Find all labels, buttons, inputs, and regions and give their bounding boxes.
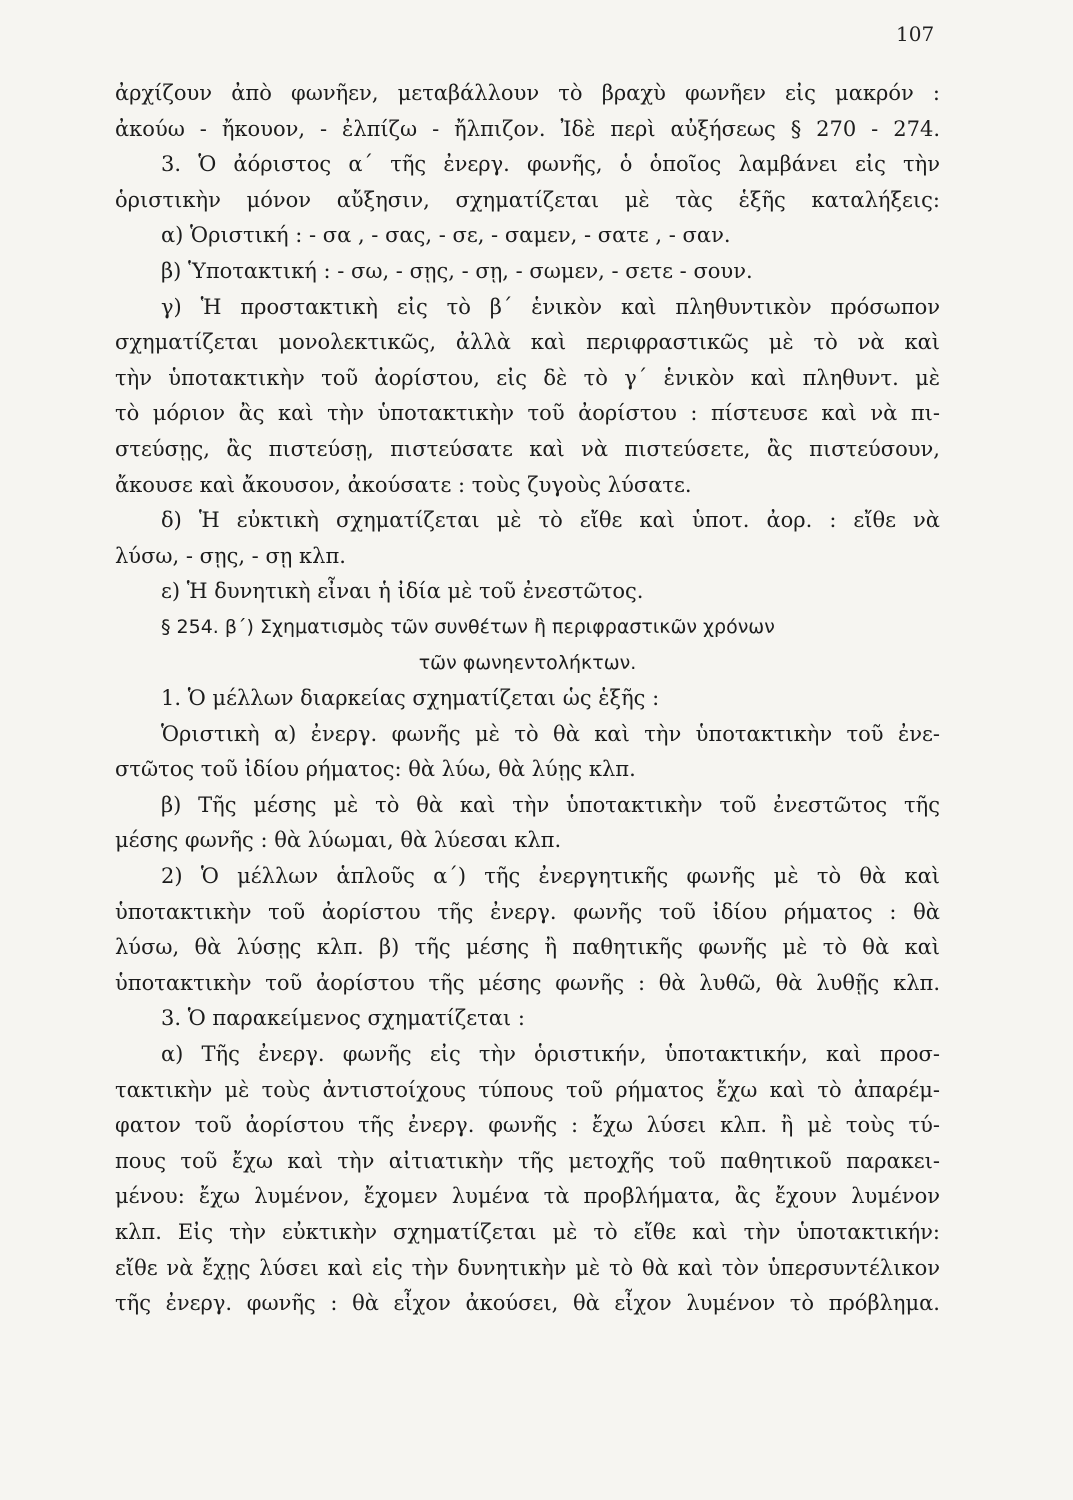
text-line: 2) Ὁ μέλλων ἁπλοῦς α΄) τῆς ἐνεργητικῆς φωνῆς μὲ τὸ θὰ καὶ: [161, 864, 940, 889]
text-line: α) Τῆς ἐνεργ. φωνῆς εἰς τὴν ὁριστικήν, ὑποτακτικήν, καὶ προσ-: [161, 1042, 940, 1067]
text-line: πους τοῦ ἔχω καὶ τὴν αἰτιατικὴν τῆς μετοχῆς τοῦ παθητικοῦ παρακει-: [115, 1148, 940, 1173]
text-line: τὸ μόριον ἂς καὶ τὴν ὑποτακτικὴν τοῦ ἀορίστου : πίστευσε καὶ νὰ πι-: [115, 401, 940, 426]
text-line: β) Ὑποτακτική : - σω, - σῃς, - σῃ, - σωμεν, - σετε - σουν.: [161, 258, 753, 283]
text-line: 1. Ὁ μέλλων διαρκείας σχηματίζεται ὡς ἑξῆς :: [161, 686, 660, 711]
text-line: τακτικὴν μὲ τοὺς ἀντιστοίχους τύπους τοῦ ρήματος ἔχω καὶ τὸ ἀπαρέμ-: [115, 1077, 940, 1102]
text-line: στεύσῃς, ἂς πιστεύσῃ, πιστεύσατε καὶ νὰ πιστεύσετε, ἂς πιστεύσουν,: [115, 436, 940, 461]
text-line: τὴν ὑποτακτικὴν τοῦ ἀορίστου, εἰς δὲ τὸ γ΄ ἑνικὸν καὶ πληθυντ. μὲ: [115, 365, 940, 390]
body-text: [115, 76, 940, 1322]
text-line: ὑποτακτικὴν τοῦ ἀορίστου τῆς μέσης φωνῆς : θὰ λυθῶ, θὰ λυθῇς κλπ.: [115, 970, 940, 995]
text-line: κλπ. Εἰς τὴν εὐκτικὴν σχηματίζεται μὲ τὸ εἴθε καὶ τὴν ὑποτακτικήν:: [115, 1220, 940, 1244]
text-line: Ὁριστικὴ α) ἐνεργ. φωνῆς μὲ τὸ θὰ καὶ τὴν ὑποτακτικὴν τοῦ ἐνε-: [161, 721, 940, 746]
text-line: ὁριστικὴν μόνον αὔξησιν, σχηματίζεται μὲ τὰς ἑξῆς καταλήξεις:: [115, 187, 940, 212]
text-line: ἀκούω - ἤκουον, - ἐλπίζω - ἤλπιζον. Ἰδὲ περὶ αὐξήσεως § 270 - 274.: [115, 116, 940, 141]
text-line: εἴθε νὰ ἔχῃς λύσει καὶ εἰς τὴν δυνητικὴν μὲ τὸ θὰ καὶ τὸν ὑπερσυντέλικον: [115, 1255, 940, 1280]
text-line: σχηματίζεται μονολεκτικῶς, ἀλλὰ καὶ περιφραστικῶς μὲ τὸ νὰ καὶ: [115, 330, 940, 355]
text-line: φατον τοῦ ἀορίστου τῆς ἐνεργ. φωνῆς : ἔχω λύσει κλπ. ἢ μὲ τοὺς τύ-: [115, 1113, 940, 1138]
section-heading: § 254. β΄) Σχηματισμὸς τῶν συνθέτων ἢ περιφραστικῶν χρόνων: [161, 615, 775, 638]
text-line: μένου: ἔχω λυμένον, ἔχομεν λυμένα τὰ προβλήματα, ἂς ἔχουν λυμένον: [115, 1184, 940, 1209]
text-line: γ) Ἡ προστακτικὴ εἰς τὸ β΄ ἑνικὸν καὶ πληθυντικὸν πρόσωπον: [161, 294, 940, 319]
text-line: 3. Ὁ ἀόριστος α΄ τῆς ἐνεργ. φωνῆς, ὁ ὁποῖος λαμβάνει εἰς τὴν: [161, 152, 940, 177]
text-line: β) Τῆς μέσης μὲ τὸ θὰ καὶ τὴν ὑποτακτικὴν τοῦ ἐνεστῶτος τῆς: [161, 792, 940, 817]
text-line: 3. Ὁ παρακείμενος σχηματίζεται :: [161, 1006, 525, 1031]
text-line: ἀρχίζουν ἀπὸ φωνῆεν, μεταβάλλουν τὸ βραχὺ φωνῆεν εἰς μακρόν :: [115, 81, 940, 105]
page-number: 107: [896, 22, 935, 46]
text-line: ε) Ἡ δυνητικὴ εἶναι ἡ ἰδία μὲ τοῦ ἐνεστῶτος.: [161, 579, 644, 604]
text-line: λύσω, - σῃς, - σῃ κλπ.: [115, 543, 346, 568]
text-line: στῶτος τοῦ ἰδίου ρήματος: θὰ λύω, θὰ λύῃς κλπ.: [115, 757, 636, 782]
text-line: μέσης φωνῆς : θὰ λύωμαι, θὰ λύεσαι κλπ.: [115, 828, 562, 853]
section-heading-cont: τῶν φωνηεντολήκτων.: [418, 651, 637, 674]
text-line: α) Ὁριστική : - σα , - σας, - σε, - σαμεν, - σατε , - σαν.: [161, 223, 731, 248]
text-line: λύσω, θὰ λύσῃς κλπ. β) τῆς μέσης ἢ παθητικῆς φωνῆς μὲ τὸ θὰ καὶ: [115, 935, 940, 960]
text-line: ὑποτακτικὴν τοῦ ἀορίστου τῆς ἐνεργ. φωνῆς τοῦ ἰδίου ρήματος : θὰ: [115, 899, 940, 924]
text-line: ἄκουσε καὶ ἄκουσον, ἀκούσατε : τοὺς ζυγοὺς λύσατε.: [115, 472, 692, 497]
text-line: δ) Ἡ εὐκτικὴ σχηματίζεται μὲ τὸ εἴθε καὶ ὑποτ. ἀορ. : εἴθε νὰ: [161, 508, 940, 533]
text-line: τῆς ἐνεργ. φωνῆς : θὰ εἶχον ἀκούσει, θὰ εἶχον λυμένον τὸ πρόβλημα.: [115, 1291, 940, 1316]
